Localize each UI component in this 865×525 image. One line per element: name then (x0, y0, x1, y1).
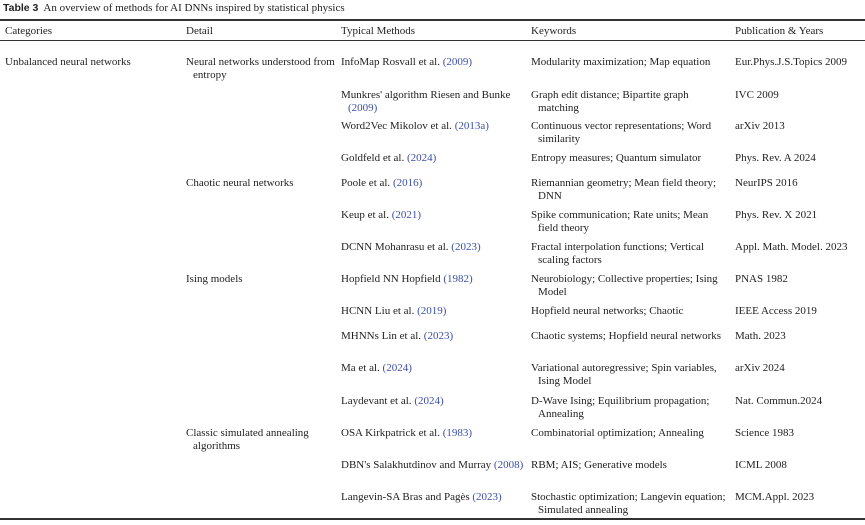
detail-cell (181, 120, 336, 152)
keywords-cell: Entropy measures; Quantum simulator (531, 152, 702, 164)
table-caption (3, 2, 345, 14)
method-cell (336, 89, 526, 120)
detail-cell (181, 395, 336, 427)
method-name: Keup et al. (341, 209, 392, 221)
detail-cell (181, 152, 336, 177)
keywords-cell: Stochastic optimization; Langevin equation; Simulated annealing (531, 491, 726, 516)
publication-cell: arXiv 2024 (735, 362, 785, 374)
keywords-cell: Chaotic systems; Hopfield neural networks (531, 330, 722, 342)
method-cell (336, 241, 526, 273)
category-cell (0, 152, 181, 177)
detail-cell (181, 241, 336, 273)
publication-cell: NeurIPS 2016 (735, 177, 798, 189)
method-name: DBN's Salakhutdinov and Murray (341, 459, 494, 471)
publication-cell: Science 1983 (735, 427, 794, 439)
method-name: MHNNs Lin et al. (341, 330, 424, 342)
header-keywords: Keywords (531, 24, 577, 37)
method-cell (336, 427, 526, 459)
method-cell (336, 120, 526, 152)
header-categories: Categories (5, 24, 53, 37)
detail-cell: Classic simulated annealing algorithms (186, 427, 309, 452)
publication-cell: Math. 2023 (735, 330, 786, 342)
detail-cell (181, 330, 336, 362)
keywords-cell: Spike communication; Rate units; Mean field theory (531, 209, 709, 234)
category-cell (0, 273, 181, 305)
citation-link[interactable]: (2008) (493, 459, 524, 471)
detail-cell: Chaotic neural networks (186, 177, 294, 189)
publication-cell: MCM.Appl. 2023 (735, 491, 815, 503)
method-name: DCNN Mohanrasu et al. (341, 241, 452, 253)
method-cell (336, 491, 526, 519)
detail-cell (181, 305, 336, 330)
table-row (0, 459, 865, 491)
caption-text: An overview of methods for AI DNNs inspired by statistical physics (43, 2, 345, 14)
method-cell (336, 395, 526, 427)
citation-link[interactable]: (2023) (472, 491, 502, 503)
method-name: Poole et al. (341, 177, 393, 189)
header-methods: Typical Methods (341, 24, 416, 37)
citation-link[interactable]: (2009) (442, 56, 473, 68)
keywords-cell: Fractal interpolation functions; Vertical scaling factors (531, 241, 704, 266)
method-cell (336, 362, 526, 395)
category-cell (0, 89, 181, 120)
method-name: InfoMap Rosvall et al. (341, 56, 443, 68)
method-cell (336, 330, 526, 362)
detail-cell (181, 209, 336, 241)
citation-link[interactable]: (2019) (417, 305, 447, 317)
category-cell (0, 330, 181, 362)
category-cell (0, 427, 181, 459)
publication-cell: Eur.Phys.J.S.Topics 2009 (735, 56, 847, 68)
method-name: Hopfield NN Hopfield (341, 273, 444, 285)
detail-cell (181, 491, 336, 519)
category-cell (0, 395, 181, 427)
table-row (0, 120, 865, 152)
table-row (0, 395, 865, 427)
publication-cell: Appl. Math. Model. 2023 (735, 241, 848, 253)
publication-cell: PNAS 1982 (735, 273, 788, 285)
header-publication: Publication & Years (735, 24, 824, 37)
keywords-cell: D-Wave Ising; Equilibrium propagation; Annealing (531, 395, 710, 420)
header-row (0, 20, 865, 41)
table-row (0, 491, 865, 519)
detail-cell (181, 89, 336, 120)
method-cell (336, 305, 526, 330)
citation-link[interactable]: (2016) (392, 177, 423, 189)
keywords-cell: Hopfield neural networks; Chaotic (531, 305, 684, 317)
table-row (0, 362, 865, 395)
table-row (0, 41, 865, 89)
method-name: Goldfeld et al. (341, 152, 407, 164)
method-name: Word2Vec Mikolov et al. (341, 120, 455, 132)
detail-cell: Ising models (186, 273, 243, 285)
category-cell (0, 459, 181, 491)
publication-cell: IVC 2009 (735, 89, 779, 101)
detail-cell: Neural networks understood from entropy (186, 56, 335, 81)
table-row (0, 305, 865, 330)
keywords-cell: Riemannian geometry; Mean field theory; DNN (531, 177, 717, 202)
table-row (0, 89, 865, 120)
method-cell (336, 459, 526, 491)
citation-link[interactable]: (2023) (423, 330, 454, 342)
methods-table (0, 20, 865, 519)
method-name: Langevin-SA Bras and Pagès (341, 491, 473, 503)
keywords-cell: Combinatorial optimization; Annealing (531, 427, 704, 439)
category-cell (0, 177, 181, 209)
category-cell (0, 209, 181, 241)
publication-cell: arXiv 2013 (735, 120, 785, 132)
method-cell (336, 273, 526, 305)
method-name: HCNN Liu et al. (341, 305, 418, 317)
category-cell (0, 491, 181, 519)
table-row (0, 241, 865, 273)
citation-link[interactable]: (2024) (414, 395, 444, 407)
table-row (0, 152, 865, 177)
method-cell (336, 209, 526, 241)
method-name: OSA Kirkpatrick et al. (341, 427, 443, 439)
table-row (0, 427, 865, 459)
citation-link[interactable]: (2009) (348, 101, 378, 114)
publication-cell: Phys. Rev. X 2021 (735, 209, 818, 221)
method-cell (336, 177, 526, 209)
header-detail: Detail (186, 24, 213, 37)
category-cell (0, 362, 181, 395)
method-name: Munkres' algorithm Riesen and Bunke (341, 89, 511, 101)
table-row (0, 209, 865, 241)
detail-cell (181, 362, 336, 395)
method-cell (336, 41, 526, 89)
keywords-cell: RBM; AIS; Generative models (531, 459, 667, 471)
category-cell: Unbalanced neural networks (5, 56, 131, 68)
category-cell (0, 120, 181, 152)
publication-cell: Nat. Commun.2024 (735, 395, 823, 407)
keywords-cell: Variational autoregressive; Spin variables, Ising Model (531, 362, 717, 387)
citation-link[interactable]: (2024) (406, 152, 437, 164)
keywords-cell: Modularity maximization; Map equation (531, 56, 711, 68)
citation-link[interactable]: (2013a) (454, 120, 489, 132)
detail-cell (181, 459, 336, 491)
method-cell (336, 152, 526, 177)
citation-link[interactable]: (2023) (451, 241, 481, 253)
keywords-cell: Continuous vector representations; Word similarity (531, 120, 712, 145)
publication-cell: ICML 2008 (735, 459, 787, 471)
citation-link[interactable]: (2021) (391, 209, 422, 221)
citation-link[interactable]: (1982) (443, 273, 473, 285)
citation-link[interactable]: (1983) (442, 427, 473, 439)
keywords-cell: Graph edit distance; Bipartite graph matching (531, 89, 689, 114)
table-label: Table 3 (3, 2, 39, 14)
table-row (0, 177, 865, 209)
citation-link[interactable]: (2024) (382, 362, 412, 374)
keywords-cell: Neurobiology; Collective properties; Ising Model (531, 273, 718, 298)
method-name: Laydevant et al. (341, 395, 415, 407)
publication-cell: Phys. Rev. A 2024 (735, 152, 816, 164)
method-name: Ma et al. (341, 362, 383, 374)
publication-cell: IEEE Access 2019 (735, 305, 817, 317)
table-row (0, 330, 865, 362)
category-cell (0, 305, 181, 330)
table-row (0, 273, 865, 305)
category-cell (0, 241, 181, 273)
